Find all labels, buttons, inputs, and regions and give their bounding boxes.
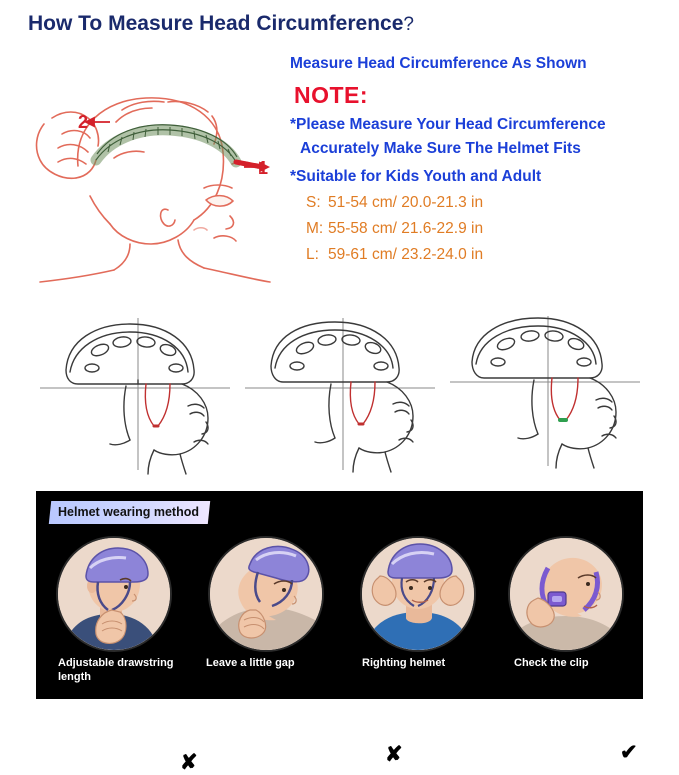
size-label-l: L: [306,246,319,263]
size-value-l: 59-61 cm/ 23.2-24.0 in [328,246,484,263]
head-measure-drawing [18,48,288,283]
panel-label-banner [49,501,210,524]
fit-figure-correct [440,310,650,480]
page-title-question-mark: ? [403,14,414,35]
fit-figure-too-far-forward [235,310,445,480]
step-2 [196,536,336,691]
measure-instructions [290,54,670,268]
step-2-caption: Leave a little gap [206,657,295,669]
step-3 [348,536,488,691]
tape-number-2: 2 [78,112,89,132]
panel-label-text: Helmet wearing method [58,505,199,519]
size-label-s: S: [306,194,321,211]
size-row-s [306,190,670,216]
head-measure-illustration [18,48,288,283]
step-1 [44,536,184,691]
instruction-line-3: *Suitable for Kids Youth and Adult [290,168,542,185]
step-3-drawing [362,538,474,650]
size-value-m: 55-58 cm/ 21.6-22.9 in [328,220,484,237]
instructions-headline: Measure Head Circumference As Shown [290,55,587,72]
page-title [28,12,414,36]
instruction-line-2: Accurately Make Sure The Helmet Fits [300,140,581,157]
size-row-m [306,216,670,242]
step-4-caption: Check the clip [514,657,589,669]
size-value-s: 51-54 cm/ 20.0-21.3 in [328,194,484,211]
fit-mark-3: ✔ [620,741,638,764]
fit-figure-too-far-back [30,310,240,480]
helmet-wearing-method-panel [36,491,643,699]
step-2-image [208,536,324,652]
size-label-m: M: [306,220,324,237]
page-title-text: How To Measure Head Circumference [28,12,404,35]
size-row-l [306,242,670,268]
step-3-image [360,536,476,652]
fit-mark-2: ✘ [385,743,403,766]
step-3-caption: Righting helmet [362,657,446,669]
step-4 [496,536,636,691]
tape-number-1: 1 [258,158,269,178]
note-heading: NOTE: [294,82,369,108]
fit-mark-1: ✘ [180,751,198,774]
step-1-drawing [58,538,170,650]
step-1-image [56,536,172,652]
step-4-image [508,536,624,652]
step-4-drawing [510,538,622,650]
step-1-caption: Adjustable drawstring length [58,657,174,683]
instruction-line-1: *Please Measure Your Head Circumference [290,116,606,133]
step-2-drawing [210,538,322,650]
